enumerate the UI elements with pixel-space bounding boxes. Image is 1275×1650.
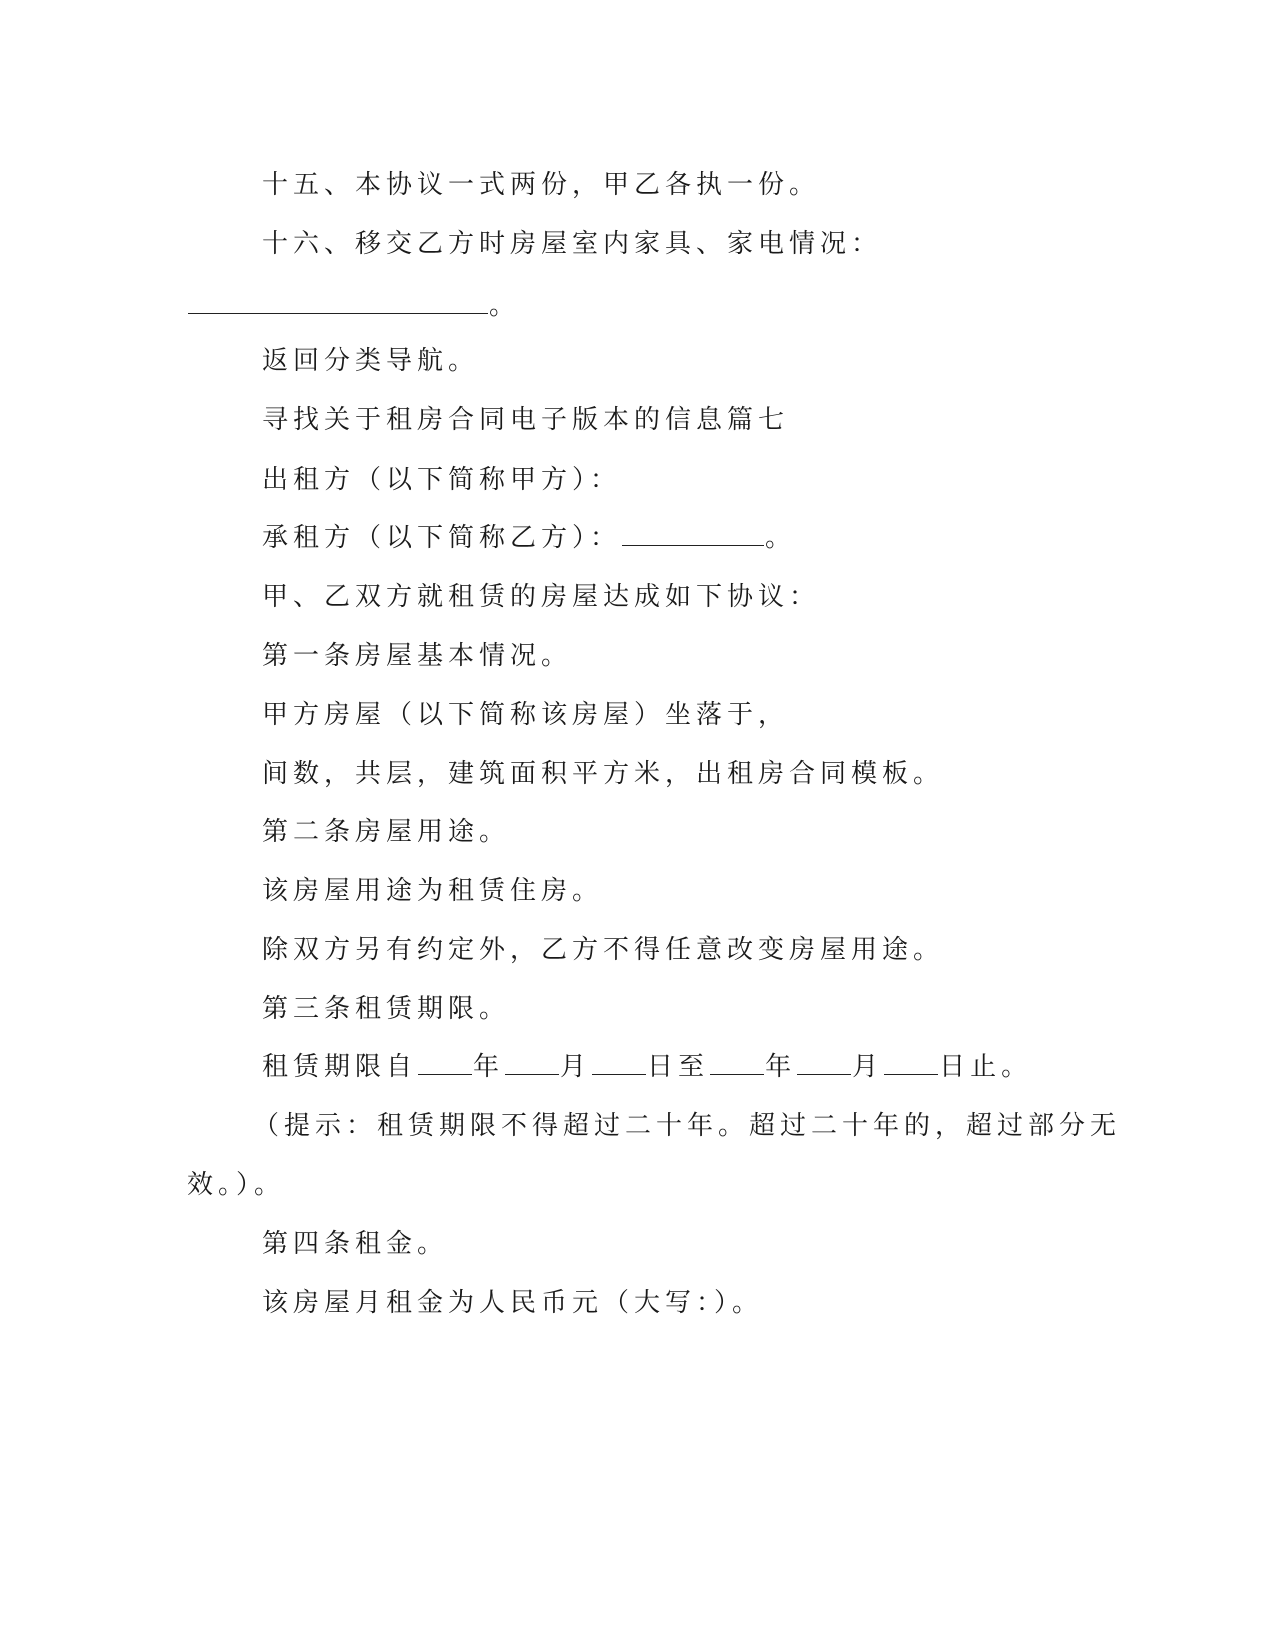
text: 甲、乙双方就租赁的房屋达成如下协议： (262, 582, 821, 612)
lease-term-hint (253, 1108, 1121, 1144)
agreement-intro (262, 579, 820, 615)
article-4-title (262, 1226, 448, 1262)
text: 年 (473, 1052, 505, 1082)
text: 年 (765, 1052, 797, 1082)
text: （提示：租赁期限不得超过二十年。超过二十年的，超过部分无 (253, 1111, 1122, 1141)
text: 日至 (647, 1052, 710, 1082)
text: 该房屋月租金为人民币元（大写：）。 (262, 1288, 764, 1318)
monthly-rent (262, 1285, 763, 1321)
clause-16-furniture (262, 226, 882, 262)
clause-15-copies (262, 167, 820, 203)
text: 甲方房屋（以下简称该房屋）坐落于， (262, 700, 790, 730)
text: 第二条房屋用途。 (262, 817, 511, 847)
furniture-blank-line (187, 288, 520, 324)
fill-in-blank (622, 521, 764, 546)
house-usage (262, 873, 603, 909)
text: 。 (765, 523, 797, 553)
lease-term-hint-cont (187, 1167, 285, 1203)
lease-term-dates (262, 1049, 1032, 1085)
text: 效。）。 (187, 1170, 286, 1200)
lessor-line (262, 462, 621, 498)
fill-in-blank (884, 1050, 938, 1075)
text: 寻找关于租房合同电子版本的信息篇七 (262, 405, 790, 435)
text: 除双方另有约定外，乙方不得任意改变房屋用途。 (262, 935, 945, 965)
article-3-title (262, 991, 510, 1027)
fill-in-blank (505, 1050, 559, 1075)
text: 第四条租金。 (262, 1229, 449, 1259)
lessee-line (262, 520, 796, 556)
house-location (262, 697, 789, 733)
back-to-category-nav (262, 343, 479, 379)
text: 返回分类导航。 (262, 346, 480, 376)
text: 。 (489, 291, 521, 321)
fill-in-blank (710, 1050, 764, 1075)
text: 十五、本协议一式两份，甲乙各执一份。 (262, 170, 821, 200)
fill-in-blank (592, 1050, 646, 1075)
text: 第三条租赁期限。 (262, 994, 511, 1024)
fill-in-blank (188, 289, 488, 314)
text: 出租方（以下简称甲方）： (262, 465, 622, 495)
text: 月 (852, 1052, 884, 1082)
text: 日止。 (939, 1052, 1033, 1082)
text: 第一条房屋基本情况。 (262, 641, 573, 671)
text: 租赁期限自 (262, 1052, 418, 1082)
text: 十六、移交乙方时房屋室内家具、家电情况： (262, 229, 883, 259)
text: 月 (560, 1052, 592, 1082)
text: 承租方（以下简称乙方）： (262, 523, 622, 553)
article-2-title (262, 814, 510, 850)
fill-in-blank (418, 1050, 472, 1075)
text: 该房屋用途为租赁住房。 (262, 876, 604, 906)
usage-restriction (262, 932, 944, 968)
section-heading-part7 (262, 402, 789, 438)
fill-in-blank (797, 1050, 851, 1075)
house-area (262, 756, 944, 792)
text: 间数，共层，建筑面积平方米，出租房合同模板。 (262, 759, 945, 789)
article-1-title (262, 638, 572, 674)
